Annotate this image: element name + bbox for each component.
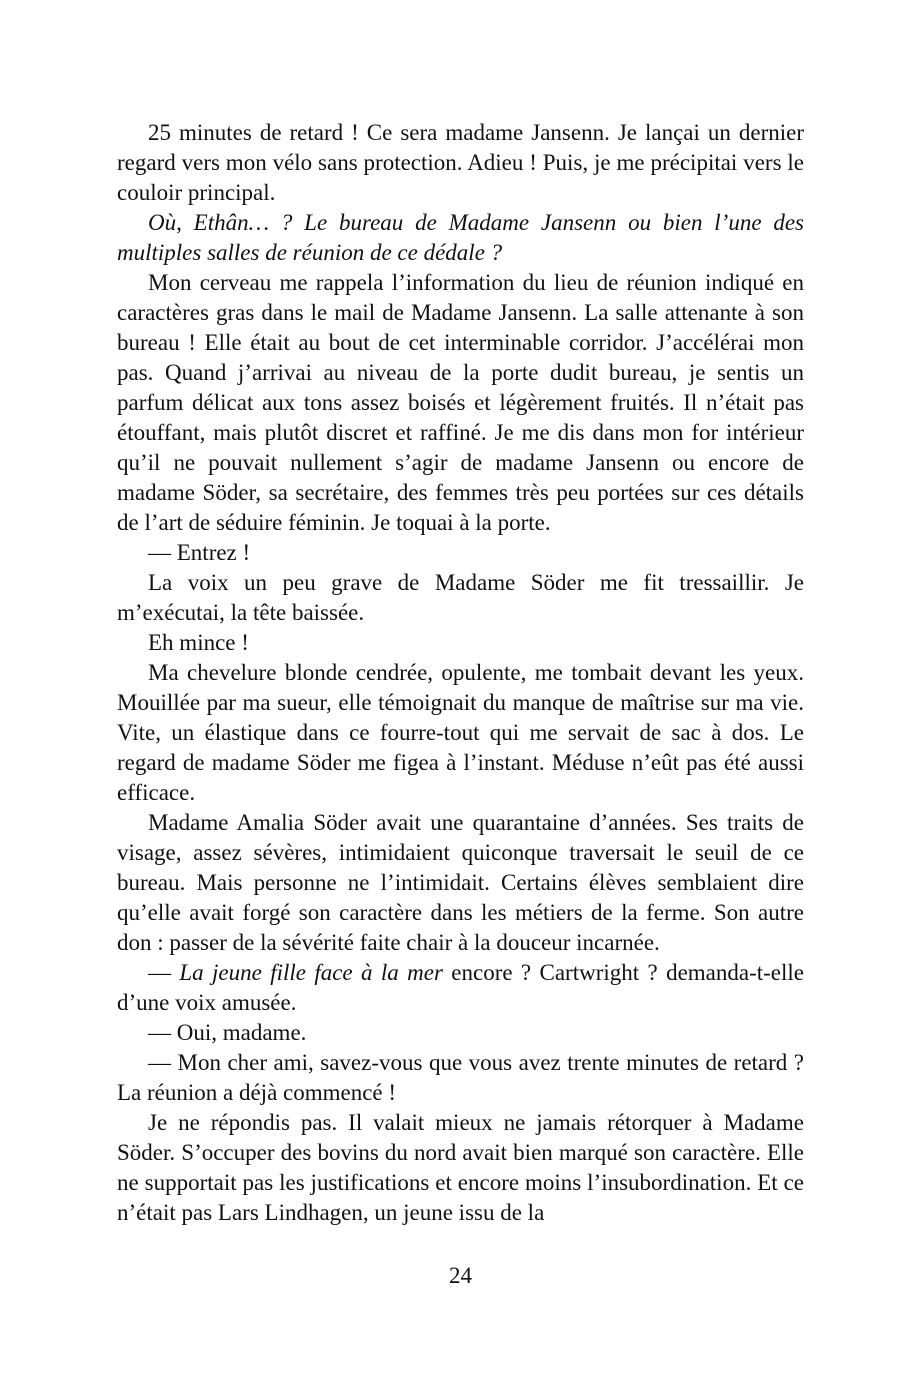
paragraph-amalia-soder: Madame Amalia Söder avait une quarantaine d’années. Ses traits de visage, assez sévères, intimidaient quiconque traversait le seuil de ce bureau. Mais personne ne l’intimidait. Certains élèves semblaient dire qu’elle avait forgé son caractère dans les métiers de la ferme. Son autre don : passer de la sévérité faite chair à la douceur incarnée.: [117, 810, 804, 955]
paragraph-hair: Ma chevelure blonde cendrée, opulente, me tombait devant les yeux. Mouillée par ma sueur, elle témoignait du manque de maîtrise sur ma vie. Vite, un élastique dans ce fourre-tout qui me servait de sac à dos. Le regard de madame Söder me figea à l’instant. Méduse n’eût pas été aussi efficace.: [117, 660, 804, 805]
book-title-italic: La jeune fille face à la mer: [179, 960, 443, 985]
paragraph-corridor-perfume: Mon cerveau me rappela l’information du lieu de réunion indiqué en caractères gras dans le mail de Madame Jansenn. La salle attenante à son bureau ! Elle était au bout de cet interminable corridor. J’accélérai mon pas. Quand j’arrivai au niveau de la porte dudit bureau, je sentis un parfum délicat aux tons assez boisés et légèrement fruités. Il n’était pas étouffant, mais plutôt discret et raffiné. Je me dis dans mon for intérieur qu’il ne pouvait nullement s’agir de madame Jansenn ou encore de madame Söder, sa secrétaire, des femmes très peu portées sur ces détails de l’art de séduire féminin. Je toquai à la porte.: [117, 270, 804, 535]
page-number: 24: [449, 1263, 472, 1288]
paragraph-late-arrival: 25 minutes de retard ! Ce sera madame Jansenn. Je lançai un dernier regard vers mon vélo sans protection. Adieu ! Puis, je me précipitai vers le couloir principal.: [117, 120, 804, 205]
dialogue-rest: encore ? Cartwright ? demanda-t-elle d’une voix amusée.: [117, 960, 805, 1015]
paragraph-dialogue-entrez: — Entrez !: [148, 540, 251, 565]
paragraph-dialogue-oui: — Oui, madame.: [148, 1020, 307, 1045]
paragraph-voice: La voix un peu grave de Madame Söder me fit tressaillir. Je m’exécutai, la tête baissée.: [117, 570, 804, 625]
paragraph-eh-mince: Eh mince !: [148, 630, 249, 655]
paragraph-dialogue-book-title: [117, 958, 804, 1018]
dialogue-dash: —: [148, 960, 180, 985]
book-page-text: [117, 118, 804, 1228]
paragraph-dialogue-retard: — Mon cher ami, savez-vous que vous avez trente minutes de retard ? La réunion a déjà commencé !: [117, 1050, 804, 1105]
paragraph-no-reply: Je ne répondis pas. Il valait mieux ne jamais rétorquer à Madame Söder. S’occuper des bovins du nord avait bien marqué son caractère. Elle ne supportait pas les justifications et encore moins l’insubordination. Et ce n’était pas Lars Lindhagen, un jeune issu de la: [117, 1110, 804, 1225]
paragraph-inner-thought: Où, Ethân… ? Le bureau de Madame Jansenn ou bien l’une des multiples salles de réunion de ce dédale ?: [117, 210, 804, 265]
